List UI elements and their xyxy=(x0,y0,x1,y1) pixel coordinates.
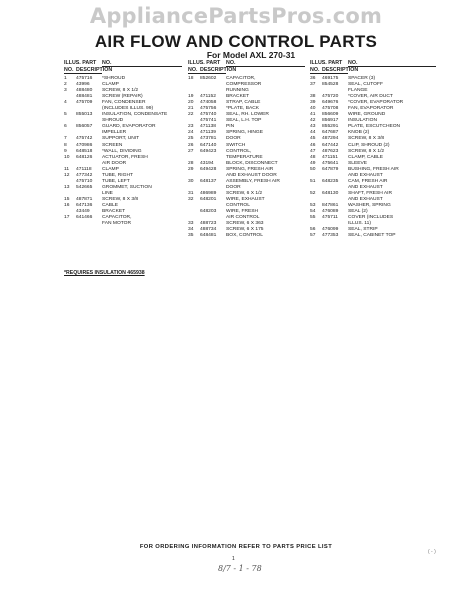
part-description: SCREW, 6 X 363 xyxy=(226,221,264,227)
part-no: 469175 xyxy=(322,76,339,81)
column-header xyxy=(310,60,436,74)
illus-no: 33 xyxy=(188,221,194,227)
illus-no: 19 xyxy=(188,94,194,100)
part-no: 471139 xyxy=(200,130,216,136)
header-no: NO. xyxy=(348,60,436,67)
illus-no: 45 xyxy=(310,136,316,142)
part-no: 471118 xyxy=(76,166,92,172)
parts-row xyxy=(310,179,436,191)
parts-row xyxy=(64,155,182,167)
parts-column-1 xyxy=(64,60,182,227)
part-description: CLAMP xyxy=(102,82,119,88)
part-description: DOOR xyxy=(226,136,241,142)
part-description: SCREEN xyxy=(102,142,123,148)
illus-no: 46 xyxy=(310,142,316,148)
ordering-note: FOR ORDERING INFORMATION REFER TO PARTS PRICE LIST xyxy=(139,544,333,550)
header-no: NO. xyxy=(102,60,182,67)
illus-no: 41 xyxy=(310,112,316,118)
part-no: 647879 xyxy=(322,166,339,172)
part-no: 487623 xyxy=(322,148,339,154)
part-description: SEAL, L.H. TOP xyxy=(226,118,262,124)
part-no: 649676 xyxy=(322,100,339,106)
part-description: INSULATION xyxy=(348,118,377,124)
parts-row xyxy=(310,215,436,227)
parts-row xyxy=(64,100,182,112)
header-description: DESCRIPTION xyxy=(322,67,359,73)
header-description: DESCRIPTION xyxy=(200,67,237,73)
parts-row xyxy=(310,82,436,94)
part-description: WIRE, FRESH AIR CONTROL xyxy=(226,209,260,221)
illus-no: 35 xyxy=(188,233,194,239)
illus-no xyxy=(188,209,200,221)
part-no: 852602 xyxy=(200,76,217,81)
part-no: 488480 xyxy=(76,88,93,94)
part-no: 486989 xyxy=(200,190,217,196)
part-no: 647442 xyxy=(322,142,339,148)
parts-rows xyxy=(64,76,182,227)
part-description: GUARD, EVAPORATOR IMPELLER xyxy=(102,124,156,136)
illus-no: 25 xyxy=(188,136,194,142)
part-description: CAPACITOR, COMPRESSOR RUNNING xyxy=(226,76,262,94)
part-description: FAN, EVAPORATOR xyxy=(348,106,394,112)
header-no: NO. xyxy=(226,60,305,67)
parts-row xyxy=(188,179,305,191)
part-no: 475710 xyxy=(76,178,93,184)
part-no: 649428 xyxy=(200,166,217,172)
part-no: 471152 xyxy=(200,94,216,100)
parts-column-2 xyxy=(188,60,305,239)
part-no: 475756 xyxy=(200,106,217,112)
parts-row xyxy=(310,233,436,239)
part-no: 474058 xyxy=(200,100,217,106)
parts-row xyxy=(64,185,182,197)
part-no: 856609 xyxy=(322,112,339,118)
illus-no: 39 xyxy=(310,100,316,106)
illus-no: 16 xyxy=(64,202,70,208)
header-part-no: NO. xyxy=(64,67,76,74)
column-header xyxy=(188,60,305,74)
illus-no: 26 xyxy=(188,142,194,148)
parts-row xyxy=(188,209,305,221)
parts-rows xyxy=(310,76,436,239)
part-description: SCREW, 8 X 1/2 xyxy=(102,88,139,94)
part-no: 648201 xyxy=(200,196,217,202)
illus-no: 54 xyxy=(310,209,316,215)
illus-no: 30 xyxy=(188,178,194,184)
illus-no: 50 xyxy=(310,166,316,172)
part-no: 473781 xyxy=(200,136,217,142)
part-no: 855013 xyxy=(76,112,93,118)
illus-no: 22 xyxy=(188,112,194,118)
part-description: *PLATE, BACK xyxy=(226,106,260,112)
part-no: 475641 xyxy=(322,160,339,166)
illus-no: 6 xyxy=(64,124,67,130)
part-description: SCREW (REPAIR) xyxy=(102,94,143,100)
parts-row xyxy=(188,197,305,209)
part-no: 648518 xyxy=(76,148,93,154)
part-no: 475708 xyxy=(322,106,339,112)
part-description: SCREW, 8 X 3/8 xyxy=(348,136,385,142)
part-description: SEAL, STRIP xyxy=(348,227,378,233)
part-description: BOX, CONTROL xyxy=(226,233,263,239)
illus-no: 53 xyxy=(310,202,316,208)
parts-row xyxy=(188,167,305,179)
part-no: 475709 xyxy=(76,100,93,106)
part-description: SCREW, 6 X 175 xyxy=(226,227,264,233)
part-no: 477342 xyxy=(76,172,93,178)
part-description: TUBE, LEFT xyxy=(102,178,130,184)
part-description: ACTUATOR, FRESH AIR DOOR xyxy=(102,154,148,166)
part-description: FAN, CONDENSER (INCLUDES ILLUS. 99) xyxy=(102,100,154,112)
illus-no: 24 xyxy=(188,130,194,136)
part-description: SLEEVE xyxy=(348,160,368,166)
illus-no: 42 xyxy=(310,118,316,124)
part-no: 477353 xyxy=(322,233,339,239)
illus-no: 8 xyxy=(64,142,67,148)
illus-no: 18 xyxy=(188,76,194,81)
illus-no: 36 xyxy=(310,76,316,81)
illus-no: 48 xyxy=(310,154,316,160)
part-description: WIRE, EXHAUST CONTROL xyxy=(226,196,265,208)
part-description: SCREW, 6 X 1/2 xyxy=(226,190,263,196)
part-description: SWITCH xyxy=(226,142,246,148)
part-description: CONTROL, TEMPERATURE xyxy=(226,148,263,160)
part-description: SEAL, RH. LOWER xyxy=(226,112,269,118)
part-no: 475720 xyxy=(322,94,339,100)
watermark: AppliancePartsPros.com xyxy=(89,4,383,28)
part-no: 487294 xyxy=(322,136,339,142)
part-no: 471151 xyxy=(322,154,338,160)
illus-no: 51 xyxy=(310,178,316,184)
parts-row xyxy=(64,215,182,227)
part-no: 475742 xyxy=(76,136,93,142)
illus-no: 11 xyxy=(64,166,70,172)
header-part-no: NO. xyxy=(188,67,200,74)
part-description: SCREW, 8 X 3/8 xyxy=(102,196,139,202)
illus-no: 52 xyxy=(310,190,316,196)
illus-no: 40 xyxy=(310,106,316,112)
part-description: PIN xyxy=(226,124,235,130)
part-no: 648137 xyxy=(200,178,217,184)
part-description: SHAFT, FRESH AIR AND EXHAUST xyxy=(348,190,393,202)
illus-no: 17 xyxy=(64,215,70,221)
part-no: 471138 xyxy=(200,124,216,130)
illus-no: 56 xyxy=(310,227,316,233)
illus-no: 32 xyxy=(188,196,194,202)
part-no: 648130 xyxy=(322,190,339,196)
illus-no: 27 xyxy=(188,148,194,154)
illus-no: 31 xyxy=(188,190,194,196)
page-title: AIR FLOW AND CONTROL PARTS xyxy=(94,32,378,51)
illus-no: 12 xyxy=(64,172,70,178)
part-description: CLIP, SHROUD (2) xyxy=(348,142,390,148)
part-no: 475716 xyxy=(76,76,93,81)
header-illus: ILLUS. PART xyxy=(310,60,343,66)
part-description: CLAMP, CABLE xyxy=(348,154,383,160)
parts-row xyxy=(188,76,305,94)
part-description: *SHROUD xyxy=(102,76,126,81)
corner-mark: ( - ) xyxy=(428,549,436,555)
insulation-footnote: *REQUIRES INSULATION 465938 xyxy=(64,270,145,276)
part-description: WASHER, SPRING xyxy=(348,202,391,208)
parts-row xyxy=(310,191,436,203)
header-description: DESCRIPTION xyxy=(76,67,113,73)
part-description: GROMMET, SUCTION LINE xyxy=(102,184,152,196)
part-no: 43996 xyxy=(76,82,90,88)
illus-no: 34 xyxy=(188,227,194,233)
part-no: 648235 xyxy=(322,178,339,184)
parts-row xyxy=(188,233,305,239)
part-description: PLATE, ESCUTCHEON xyxy=(348,124,401,130)
handwritten-date: 8/7 - 1 - 78 xyxy=(218,564,262,573)
part-description: *COVER, AIR DUCT xyxy=(348,94,393,100)
illus-no: 43 xyxy=(310,124,316,130)
part-description: BRACKET xyxy=(226,94,250,100)
illus-no: 38 xyxy=(310,94,316,100)
part-description: BRACKET xyxy=(102,209,126,215)
illus-no: 20 xyxy=(188,100,194,106)
header-illus: ILLUS. PART xyxy=(188,60,221,66)
part-description: STRAP, CABLE xyxy=(226,100,261,106)
illus-no: 9 xyxy=(64,148,67,154)
part-description: BUSHING, FRESH AIR AND EXHAUST xyxy=(348,166,399,178)
part-no: 488734 xyxy=(200,227,217,233)
part-description: KNOB (2) xyxy=(348,130,370,136)
column-header xyxy=(64,60,182,74)
part-no: 475740 xyxy=(200,112,217,118)
part-description: BLOCK, DISCONNECT xyxy=(226,160,278,166)
illus-no: 13 xyxy=(64,184,70,190)
part-no: 641466 xyxy=(76,215,93,221)
illus-no: 47 xyxy=(310,148,316,154)
part-no: 856057 xyxy=(76,124,93,130)
part-no: 43449 xyxy=(76,209,90,215)
part-description: CABLE xyxy=(102,202,119,208)
part-description: SCREW, 8 X 1/2 xyxy=(348,148,385,154)
parts-row xyxy=(310,167,436,179)
part-no: 847861 xyxy=(322,202,339,208)
illus-no: 21 xyxy=(188,106,194,112)
illus-no: 2 xyxy=(64,82,67,88)
parts-row xyxy=(188,149,305,161)
part-no: 647136 xyxy=(76,202,93,208)
part-description: *COVER, EVAPORATOR xyxy=(348,100,404,106)
part-no: 470986 xyxy=(76,142,93,148)
part-no: 542665 xyxy=(76,184,93,190)
part-description: CAPACITOR, FAN MOTOR xyxy=(102,215,132,227)
illus-no: 37 xyxy=(310,82,316,88)
part-description: *WALL, DIVIDING xyxy=(102,148,142,154)
part-description: COVER (INCLUDES ILLUS. 11) xyxy=(348,215,394,227)
parts-row xyxy=(64,124,182,136)
illus-no: 5 xyxy=(64,112,67,118)
part-no: 647140 xyxy=(200,142,217,148)
part-description: ASSEMBLY, FRESH AIR DOOR xyxy=(226,178,280,190)
illus-no: 28 xyxy=(188,160,194,166)
part-no: 648203 xyxy=(200,209,217,215)
part-no: 487871 xyxy=(76,196,93,202)
parts-column-3 xyxy=(310,60,436,239)
header-part-no: NO. xyxy=(310,67,322,74)
illus-no: 1 xyxy=(64,76,67,81)
part-no: 647687 xyxy=(322,130,339,136)
illus-no: 15 xyxy=(64,196,70,202)
illus-no: 3 xyxy=(64,88,67,94)
illus-no: 4 xyxy=(64,100,67,106)
part-description: SPRING, FRESH AIR AND EXHAUST DOOR xyxy=(226,166,277,178)
part-description: SEAL (2) xyxy=(348,209,368,215)
part-description: SEAL, CABINET TOP xyxy=(348,233,396,239)
page-number: 1 xyxy=(232,556,235,562)
part-no: 855291 xyxy=(322,124,339,130)
part-no: 854528 xyxy=(322,82,339,88)
part-description: CLAMP xyxy=(102,166,119,172)
part-no: 648126 xyxy=(76,154,93,160)
part-description: WIRE, GROUND xyxy=(348,112,386,118)
part-description: TUBE, RIGHT xyxy=(102,172,133,178)
illus-no: 7 xyxy=(64,136,67,142)
part-description: CAM, FRESH AIR AND EXHAUST xyxy=(348,178,388,190)
illus-no: 55 xyxy=(310,215,316,221)
header-illus: ILLUS. PART xyxy=(64,60,97,66)
part-no: 43194 xyxy=(200,160,214,166)
part-no: 648481 xyxy=(200,233,217,239)
part-no: 649423 xyxy=(200,148,217,154)
illus-no: 57 xyxy=(310,233,316,239)
part-no: 475711 xyxy=(322,215,338,221)
part-no: 476089 xyxy=(322,209,339,215)
part-no: 856917 xyxy=(322,118,339,124)
illus-no: 44 xyxy=(310,130,316,136)
part-no: 488481 xyxy=(76,94,93,100)
part-description: SEAL, CUTOFF FLANGE xyxy=(348,82,383,94)
part-no: 488723 xyxy=(200,221,217,227)
part-description: SPRING, HINGE xyxy=(226,130,263,136)
illus-no: 23 xyxy=(188,124,194,130)
parts-rows xyxy=(188,76,305,239)
illus-no: 10 xyxy=(64,154,70,160)
part-no: 475741 xyxy=(200,118,217,124)
part-description: SUPPORT, UNIT xyxy=(102,136,140,142)
page-subtitle: For Model AXL 270-31 xyxy=(206,50,296,60)
part-no: 476099 xyxy=(322,227,339,233)
illus-no: 29 xyxy=(188,166,194,172)
parts-row xyxy=(64,112,182,124)
part-description: INSULATION, CONDENSATE SHROUD xyxy=(102,112,168,124)
part-description: SPACER (3) xyxy=(348,76,376,81)
illus-no: 49 xyxy=(310,160,316,166)
